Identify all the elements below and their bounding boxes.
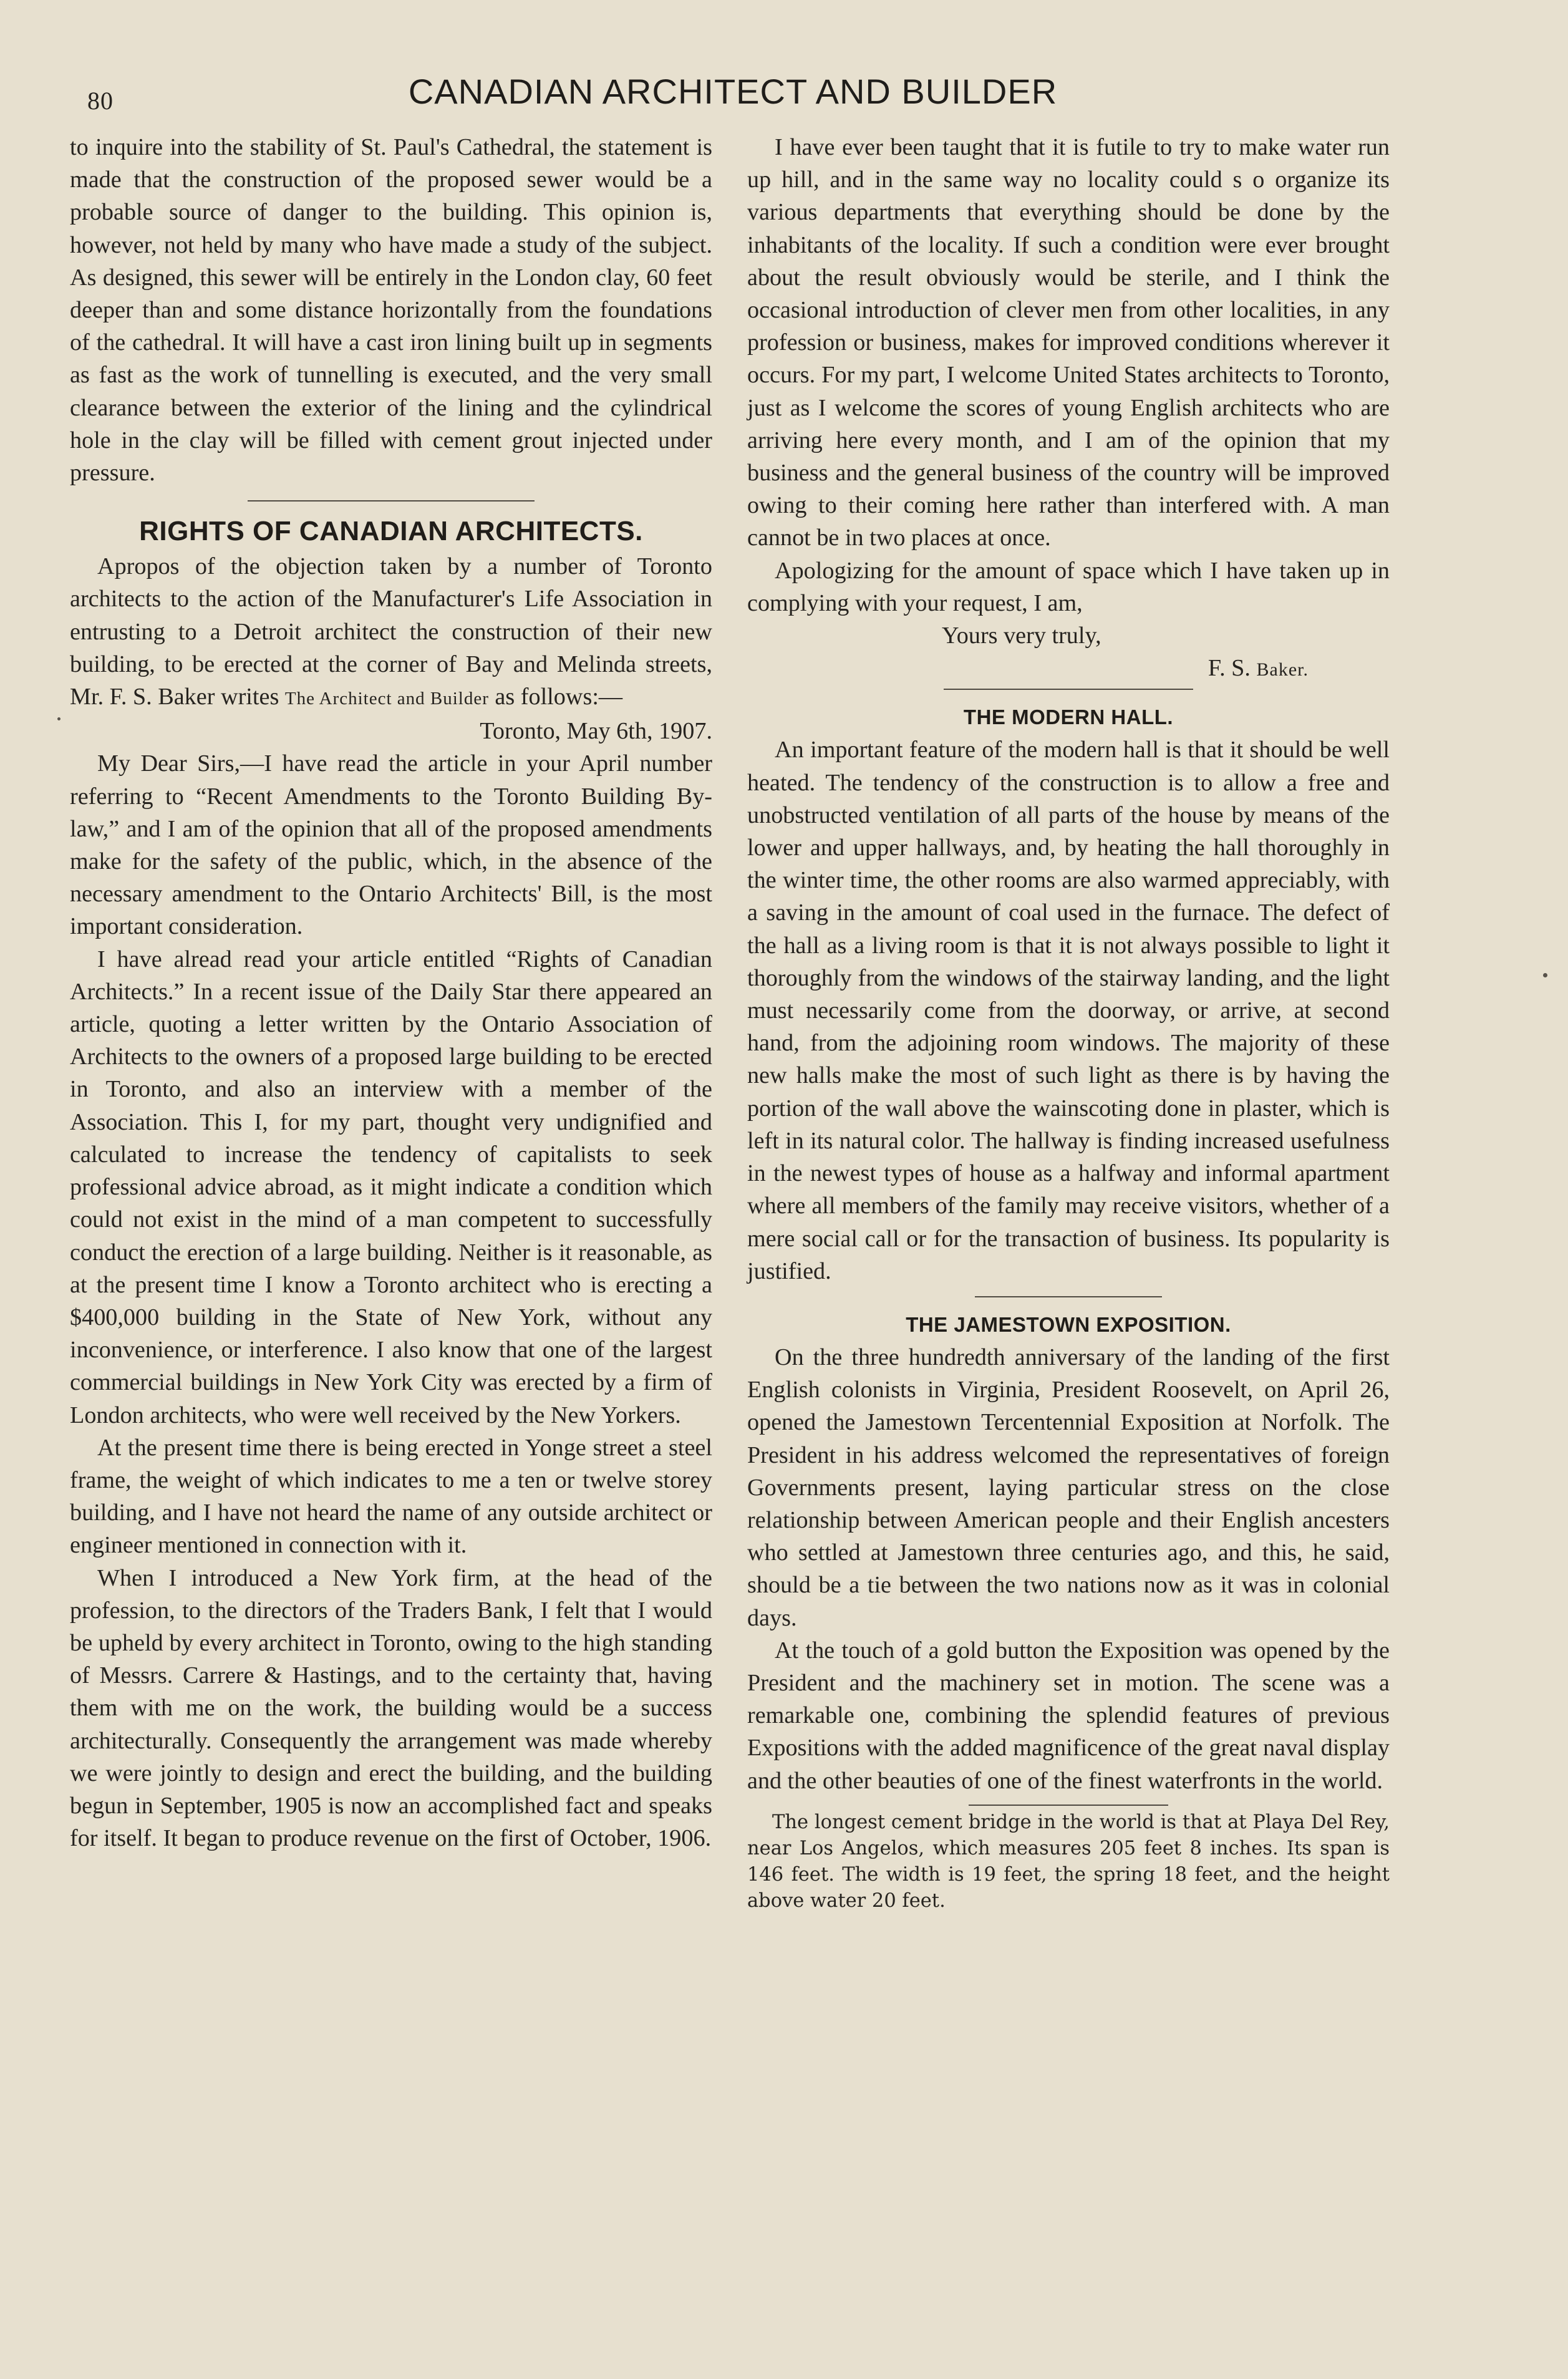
letter-apology: Apologizing for the amount of space which I have taken up in complying with your request, I am, <box>747 557 1390 616</box>
rights-intro-publication: The Architect and Builder <box>284 689 489 709</box>
rights-intro <box>70 550 712 715</box>
signature-initials: F. S. <box>1207 655 1251 682</box>
letter-dateline: Toronto, May 6th, 1907. <box>480 718 712 745</box>
right-column <box>747 131 1390 1914</box>
paper-speck <box>57 717 60 720</box>
letter-paragraph: I have ever been taught that it is futile to try to make water run up hill, and in the same way no locality could s o organize its various departments that everything should be done by the inhabitants of the locality. If such a condition were ever brought about the result obviously would be sterile, and I think the occasional introduction of clever men from other localities, in any profession or business, makes for improved conditions wherever it occurs. For my part, I welcome United States architects to Toronto, just as I welcome the scores of young English architects who are arriving here every month, and I am of the opinion that my business and the general business of the country will be improved owing to their coming here rather than interfered with. A man cannot be in two places at once. <box>747 134 1390 551</box>
modern-hall-heading: THE MODERN HALL. <box>963 705 1174 729</box>
letter-paragraph: My Dear Sirs,—I have read the article in your April number referring to “Recent Amendments to the Toronto Building By-law,” and I am of the opinion that all of the proposed amendments make for the safety of the public, which, in the absence of the necessary amendment to the Ontario Architects' Bill, is the most important consideration. <box>70 750 712 940</box>
section-divider <box>975 1296 1162 1297</box>
rights-intro-end: as follows:— <box>495 684 623 710</box>
bridge-note: The longest cement bridge in the world is that at Playa Del Rey, near Los Angelos, which measures 205 feet 8 inches. Its span is 146 feet. The width is 19 feet, the spring 18 feet, and the height above water 20 feet. <box>747 1811 1390 1912</box>
letter-paragraph: I have alread read your article entitled “Rights of Canadian Architects.” In a recent issue of the Daily Star there appeared an article, quoting a letter written by the Ontario Association of Architects to the owners of a proposed large building to be erected in Toronto, and also an interview with a member of the Association. This I, for my part, thought very undignified and calculated to increase the tendency of capitalists to seek professional advice abroad, as it might indicate a condition which could not exist in the mind of a man competent to successfully conduct the erection of a large building. Neither is it reasonable, as at the present time I know a Toronto architect who is erecting a $400,000 building in the State of New York, without any inconvenience, or interference. I also know that one of the largest commercial buildings in New York City was erected by a firm of London architects, who were well received by the New Yorkers. <box>70 946 712 1428</box>
page-number: 80 <box>87 87 114 115</box>
section-divider <box>944 689 1193 690</box>
st-pauls-paragraph: to inquire into the stability of St. Paul's Cathedral, the statement is made that the construction of the proposed sewer would be a probable source of danger to the building. This opinion is, however, not held by many who have made a study of the subject. As designed, this sewer will be entirely in the London clay, 60 feet deeper than and some distance horizontally from the foundations of the cathedral. It will have a cast iron lining built up in segments as fast as the work of tunnelling is executed, and the very small clearance between the exterior of the lining and the cylindrical hole in the clay will be filled with cement grout injected under pressure. <box>70 134 712 487</box>
signature-surname: Baker. <box>1256 659 1309 681</box>
left-column <box>70 131 712 1854</box>
jamestown-paragraph: On the three hundredth anniversary of the landing of the first English colonists in Virginia, President Roosevelt, on April 26, opened the Jamestown Tercentennial Exposition at Norfolk. The President in his address welcomed the representatives of foreign Governments present, laying particular stress on the close relationship between American people and their English ancesters who settled at Jamestown three centuries ago, and this, he said, should be a tie between the two nations now as it was in colonial days. <box>747 1344 1390 1631</box>
section-divider <box>248 500 535 501</box>
section-divider <box>969 1805 1168 1806</box>
letter-signature <box>747 652 1390 686</box>
jamestown-paragraph: At the touch of a gold button the Exposition was opened by the President and the machinery set in motion. The scene was a remarkable one, combining the splendid features of previous Expositions with the added magnificence of the great naval display and the other beauties of one of the finest waterfronts in the world. <box>747 1637 1390 1794</box>
jamestown-heading: THE JAMESTOWN EXPOSITION. <box>906 1312 1231 1336</box>
letter-paragraph: When I introduced a New York firm, at the head of the profession, to the directors of the Traders Bank, I felt that I would be upheld by every architect in Toronto, owing to the high standing of Messrs. Carrere & Hastings, and to the certainty that, having them with me on the work, the building would be a success architecturally. Consequently the arrangement was made whereby we were jointly to design and erect the building, and the building begun in September, 1905 is now an accomplished fact and speaks for itself. It began to produce revenue on the first of October, 1906. <box>70 1564 712 1852</box>
paper-speck <box>1543 973 1547 977</box>
letter-closing: Yours very truly, <box>942 623 1101 649</box>
publication-title: CANADIAN ARCHITECT AND BUILDER <box>408 72 1058 111</box>
letter-paragraph: At the present time there is being erected in Yonge street a steel frame, the weight of which indicates to me a ten or twelve storey building, and I have not heard the name of any outside architect or engineer mentioned in connection with it. <box>70 1434 712 1559</box>
modern-hall-paragraph: An important feature of the modern hall is that it should be well heated. The tendency of the construction is to allow a free and unobstructed ventilation of all parts of the house by means of the lower and upper hallways, and, by heating the hall thoroughly in the winter time, the other rooms are also warmed appreciably, with a saving in the amount of coal used in the furnace. The defect of the hall as a living room is that it is not always possible to light it thoroughly from the windows of the stairway landing, and the light must necessarily come from the doorway, or arrive, at second hand, from the adjoining room windows. The majority of these new halls make the most of such light as there is by having the portion of the wall above the wainscoting done in plaster, which is left in its natural color. The hallway is finding increased usefulness in the newest types of house as a halfway and informal apartment where all members of the family may receive visitors, whether of a mere social call or for the transaction of business. Its popularity is justified. <box>747 737 1390 1284</box>
rights-intro-text: Apropos of the objection taken by a number of Toronto architects to the action of the Manufacturer's Life Association in entrusting to a Detroit architect the construction of their new building, to be erected at the corner of Bay and Melinda streets, Mr. F. S. Baker writes <box>70 553 712 710</box>
rights-heading: RIGHTS OF CANADIAN ARCHITECTS. <box>139 516 643 547</box>
